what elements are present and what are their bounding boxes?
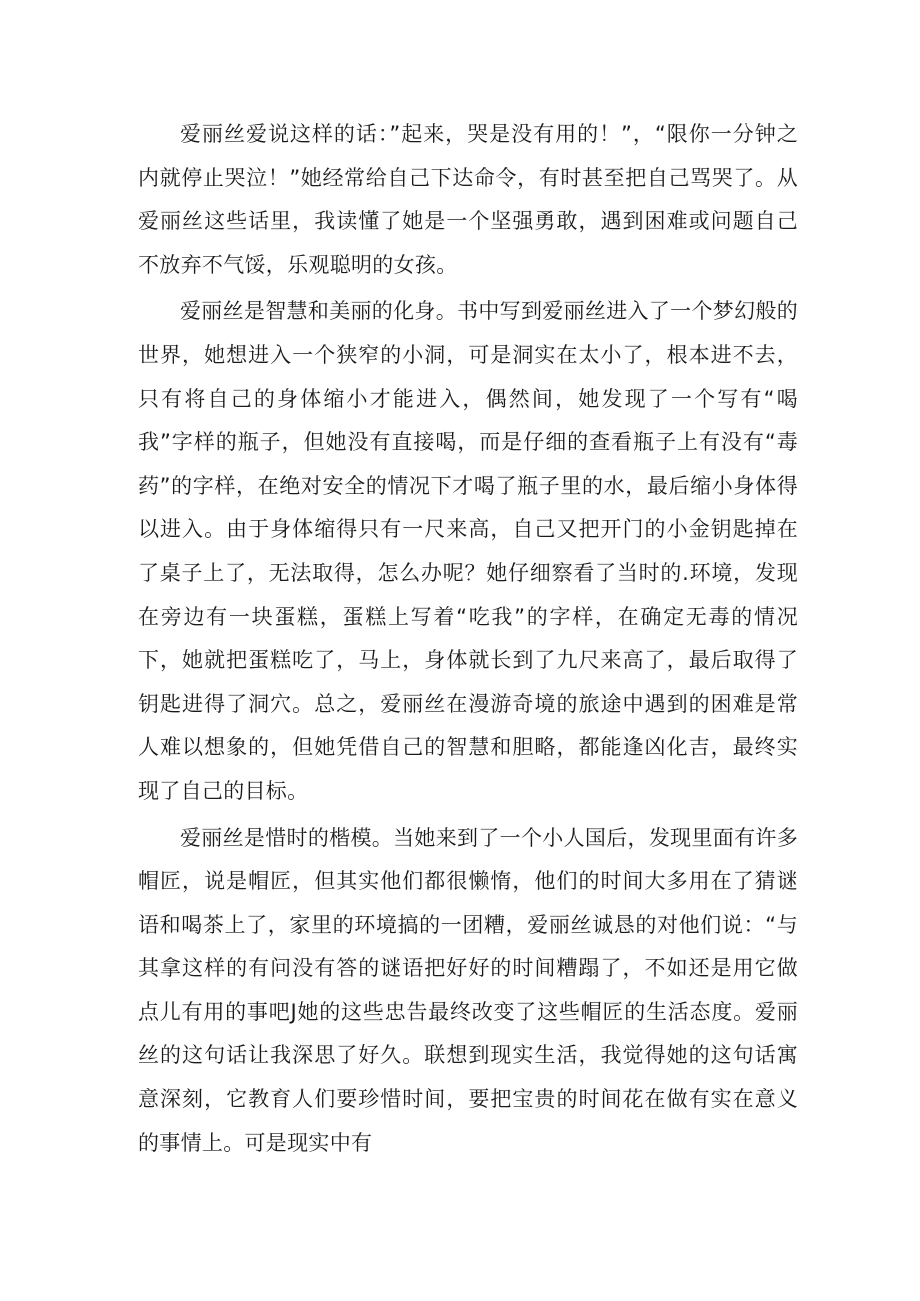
paragraph-1: 爱丽丝爱说这样的话：”起来，哭是没有用的！”，“限你一分钟之内就停止哭泣！”她经常给自己下达命令，有时甚至把自己骂哭了。从爱丽丝这些话里，我读懂了她是一个坚强勇敢，遇到困难或问题自己不放弃不气馁，乐观聪明的女孩。	[138, 122, 798, 277]
paragraph-3: 爱丽丝是惜时的楷模。当她来到了一个小人国后，发现里面有许多帽匠，说是帽匠，但其实他们都很懒惰，他们的时间大多用在了猜谜语和喝茶上了，家里的环境搞的一团糟，爱丽丝诚恳的对他们说：“与其拿这样的有问没有答的谜语把好好的时间糟蹋了，不如还是用它做点儿有用的事吧J她的这些忠告最终改变了这些帽匠的生活态度。爱丽丝的这句话让我深思了好久。联想到现实生活，我觉得她的这句话寓意深刻，它教育人们要珍惜时间，要把宝贵的时间花在做有实在意义的事情上。可是现实中有	[138, 825, 798, 1155]
paragraph-2: 爱丽丝是智慧和美丽的化身。书中写到爱丽丝进入了一个梦幻般的世界，她想进入一个狭窄的小洞，可是洞实在太小了，根本进不去，只有将自己的身体缩小才能进入，偶然间，她发现了一个写有“喝我”字样的瓶子，但她没有直接喝，而是仔细的查看瓶子上有没有“毒药”的字样，在绝对安全的情况下才喝了瓶子里的水，最后缩小身体得以进入。由于身体缩得只有一尺来高，自己又把开门的小金钥匙掉在了桌子上了，无法取得，怎么办呢？她仔细察看了当时的.环境，发现在旁边有一块蛋糕，蛋糕上写着“吃我”的字样，在确定无毒的情况下，她就把蛋糕吃了，马上，身体就长到了九尺来高了，最后取得了钥匙进得了洞穴。总之，爱丽丝在漫游奇境的旅途中遇到的困难是常人难以想象的，但她凭借自己的智慧和胆略，都能逢凶化吉，最终实现了自己的目标。	[138, 299, 798, 803]
document-body	[138, 113, 798, 1168]
